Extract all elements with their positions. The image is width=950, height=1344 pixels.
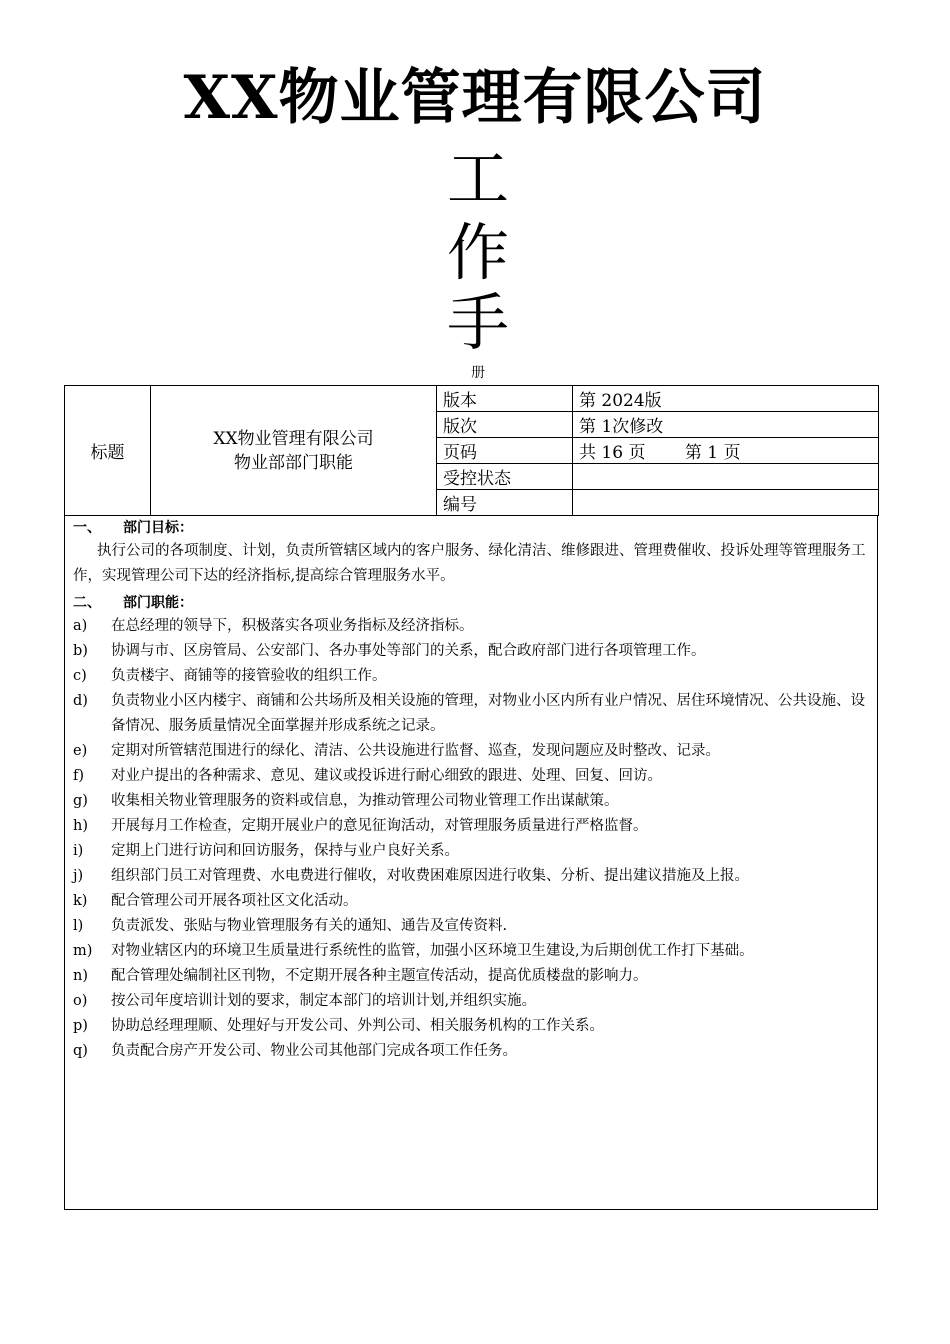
serial-number-value bbox=[573, 490, 879, 516]
list-item-text: 对物业辖区内的环境卫生质量进行系统性的监管，加强小区环境卫生建设,为后期创优工作打下基础。 bbox=[111, 943, 754, 959]
list-item bbox=[73, 989, 867, 1014]
list-item-label: f) bbox=[73, 768, 85, 784]
control-status-label: 受控状态 bbox=[437, 464, 573, 490]
company-cell bbox=[151, 386, 437, 516]
list-item-label: m) bbox=[73, 943, 93, 959]
section-title: 部门职能： bbox=[123, 595, 193, 611]
list-item-label: q) bbox=[73, 1043, 88, 1059]
company-name: XX物业管理有限公司 bbox=[213, 428, 374, 449]
page-label: 页码 bbox=[437, 438, 573, 464]
list-item-label: d) bbox=[73, 693, 88, 709]
list-item-text: 定期上门进行访问和回访服务，保持与业户良好关系。 bbox=[111, 843, 459, 859]
version-label: 版本 bbox=[437, 386, 573, 412]
list-item bbox=[73, 789, 867, 814]
list-item bbox=[73, 1014, 867, 1039]
list-item-text: 配合管理处编制社区刊物，不定期开展各种主题宣传活动，提高优质楼盘的影响力。 bbox=[111, 968, 648, 984]
list-item-text: 收集相关物业管理服务的资料或信息，为推动管理公司物业管理工作出谋献策。 bbox=[111, 793, 619, 809]
function-list bbox=[73, 614, 867, 1064]
list-item-text: 负责物业小区内楼宇、商铺和公共场所及相关设施的管理，对物业小区内所有业户情况、居住环境情况、公共设施、设备情况、服务质量情况全面掌握并形成系统之记录。 bbox=[111, 693, 865, 734]
revision-label: 版次 bbox=[437, 412, 573, 438]
serial-number-label: 编号 bbox=[437, 490, 573, 516]
list-item-label: k) bbox=[73, 893, 88, 909]
list-item-label: a) bbox=[73, 618, 88, 634]
list-item-label: p) bbox=[73, 1018, 88, 1034]
list-item bbox=[73, 664, 867, 689]
list-item-text: 定期对所管辖范围进行的绿化、清洁、公共设施进行监督、巡查，发现问题应及时整改、记录。 bbox=[111, 743, 720, 759]
list-item-text: 开展每月工作检查，定期开展业户的意见征询活动，对管理服务质量进行严格监督。 bbox=[111, 818, 648, 834]
list-item bbox=[73, 1039, 867, 1064]
list-item-text: 负责楼宇、商铺等的接管验收的组织工作。 bbox=[111, 668, 387, 684]
list-item-label: i) bbox=[73, 843, 84, 859]
list-item-label: c) bbox=[73, 668, 87, 684]
list-item bbox=[73, 889, 867, 914]
list-item bbox=[73, 614, 867, 639]
version-value: 第 2024版 bbox=[573, 386, 879, 412]
list-item bbox=[73, 864, 867, 889]
title-char-4: 册 bbox=[471, 365, 485, 381]
list-item bbox=[73, 639, 867, 664]
list-item-text: 组织部门员工对管理费、水电费进行催收，对收费困难原因进行收集、分析、提出建议措施及上报。 bbox=[111, 868, 749, 884]
list-item bbox=[73, 964, 867, 989]
list-item bbox=[73, 739, 867, 764]
list-item-label: h) bbox=[73, 818, 88, 834]
title-char-1: 工 bbox=[446, 142, 509, 215]
section-heading-goals bbox=[73, 517, 867, 539]
list-item-text: 协助总经理理顺、处理好与开发公司、外判公司、相关服务机构的工作关系。 bbox=[111, 1018, 604, 1034]
document-title: XX物业管理有限公司 bbox=[183, 63, 767, 133]
list-item-text: 负责派发、张贴与物业管理服务有关的通知、通告及宣传资料. bbox=[111, 918, 508, 934]
list-item-label: o) bbox=[73, 993, 88, 1009]
section-number: 一、 bbox=[73, 520, 101, 536]
section-heading-functions bbox=[73, 592, 867, 614]
title-char-3: 手 bbox=[446, 286, 509, 359]
list-item bbox=[73, 814, 867, 839]
list-item-label: l) bbox=[73, 918, 84, 934]
section-number: 二、 bbox=[73, 595, 101, 611]
list-item-label: j) bbox=[73, 868, 84, 884]
list-item-text: 协调与市、区房管局、公安部门、各办事处等部门的关系，配合政府部门进行各项管理工作。 bbox=[111, 643, 706, 659]
list-item-label: g) bbox=[73, 793, 88, 809]
list-item bbox=[73, 689, 867, 739]
list-item bbox=[73, 939, 867, 964]
list-item-text: 在总经理的领导下，积极落实各项业务指标及经济指标。 bbox=[111, 618, 474, 634]
list-item-label: n) bbox=[73, 968, 88, 984]
department-title: 物业部部门职能 bbox=[234, 452, 353, 473]
list-item-text: 按公司年度培训计划的要求，制定本部门的培训计划,并组织实施。 bbox=[111, 993, 537, 1009]
revision-value: 第 1次修改 bbox=[573, 412, 879, 438]
goals-paragraph: 执行公司的各项制度、计划，负责所管辖区域内的客户服务、绿化清洁、维修跟进、管理费催收、投诉处理等管理服务工作，实现管理公司下达的经济指标,提高综合管理服务水平。 bbox=[73, 543, 866, 584]
list-item-label: b) bbox=[73, 643, 88, 659]
section-title: 部门目标： bbox=[123, 520, 193, 536]
title-char-2: 作 bbox=[446, 216, 509, 289]
list-item-label: e) bbox=[73, 743, 88, 759]
list-item bbox=[73, 764, 867, 789]
list-item-text: 对业户提出的各种需求、意见、建议或投诉进行耐心细致的跟进、处理、回复、回访。 bbox=[111, 768, 662, 784]
list-item-text: 负责配合房产开发公司、物业公司其他部门完成各项工作任务。 bbox=[111, 1043, 517, 1059]
title-label-cell: 标题 bbox=[65, 386, 151, 516]
page-value: 共 16 页 第 1 页 bbox=[573, 438, 879, 464]
control-status-value bbox=[573, 464, 879, 490]
header-table bbox=[64, 385, 879, 516]
content-box bbox=[64, 515, 878, 1210]
list-item bbox=[73, 839, 867, 864]
list-item-text: 配合管理公司开展各项社区文化活动。 bbox=[111, 893, 358, 909]
list-item bbox=[73, 914, 867, 939]
